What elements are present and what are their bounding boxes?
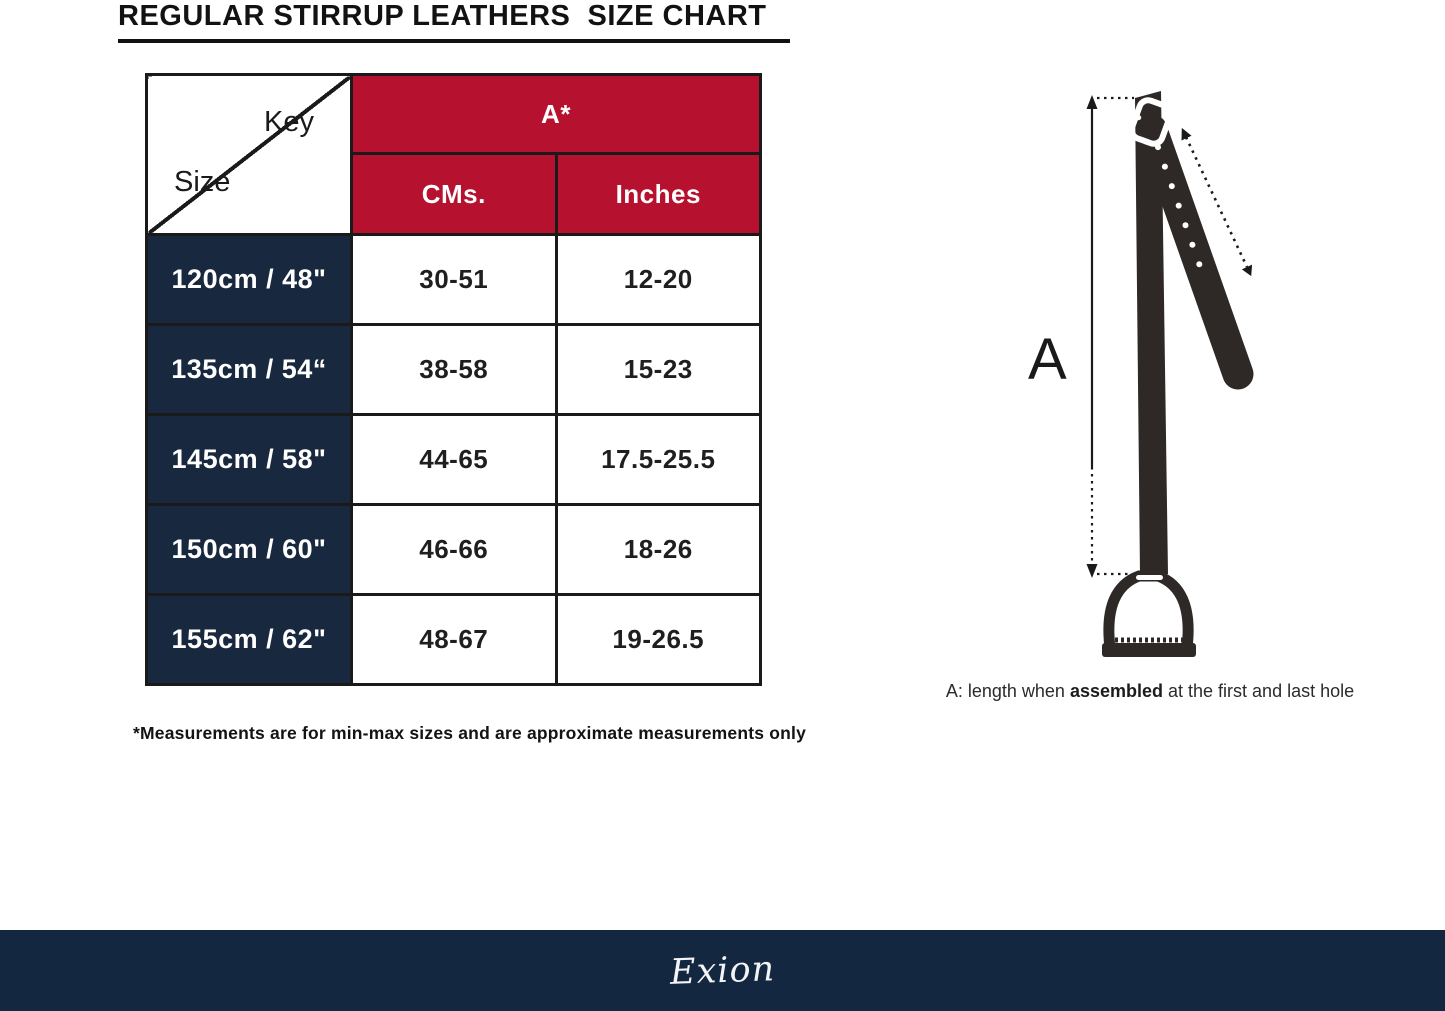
page-title: REGULAR STIRRUP LEATHERS SIZE CHART xyxy=(118,0,790,43)
inches-cell: 15-23 xyxy=(556,325,761,415)
inches-cell: 17.5-25.5 xyxy=(556,415,761,505)
cms-cell: 48-67 xyxy=(352,595,557,685)
inches-cell: 18-26 xyxy=(556,505,761,595)
cms-cell: 38-58 xyxy=(352,325,557,415)
cms-cell: 30-51 xyxy=(352,235,557,325)
caption-bold-word: assembled xyxy=(1069,681,1164,701)
inches-cell: 12-20 xyxy=(556,235,761,325)
size-cell: 145cm / 58" xyxy=(147,415,352,505)
diagram-a-label: A xyxy=(1028,327,1067,392)
table-row xyxy=(147,505,761,595)
corner-size-label: Size xyxy=(174,166,231,198)
stirrup-iron-icon xyxy=(1102,575,1196,657)
buckle-strap xyxy=(1152,130,1238,374)
size-cell: 150cm / 60" xyxy=(147,505,352,595)
column-header-cms: CMs. xyxy=(352,154,557,235)
cms-cell: 46-66 xyxy=(352,505,557,595)
corner-key-label: Key xyxy=(264,106,314,138)
table-row xyxy=(147,325,761,415)
measurements-footnote: *Measurements are for min-max sizes and are approximate measurements only xyxy=(133,723,807,743)
group-header-a: A* xyxy=(352,75,761,154)
size-cell: 120cm / 48" xyxy=(147,235,352,325)
table-row xyxy=(147,595,761,685)
brand-logo: Exion xyxy=(669,948,776,993)
corner-key-size-cell xyxy=(147,75,352,235)
caption-suffix: at the first and last hole xyxy=(1163,681,1355,701)
footer-bar xyxy=(0,930,1445,1011)
inches-cell: 19-26.5 xyxy=(556,595,761,685)
column-header-inches: Inches xyxy=(556,154,761,235)
cms-cell: 44-65 xyxy=(352,415,557,505)
size-chart-table xyxy=(145,73,762,686)
size-cell: 155cm / 62" xyxy=(147,595,352,685)
diagram-caption xyxy=(900,681,1400,702)
caption-prefix: A: length when xyxy=(945,681,1070,701)
measurement-arrow-a xyxy=(1087,95,1135,578)
table-row xyxy=(147,235,761,325)
table-row xyxy=(147,415,761,505)
size-cell: 135cm / 54“ xyxy=(147,325,352,415)
